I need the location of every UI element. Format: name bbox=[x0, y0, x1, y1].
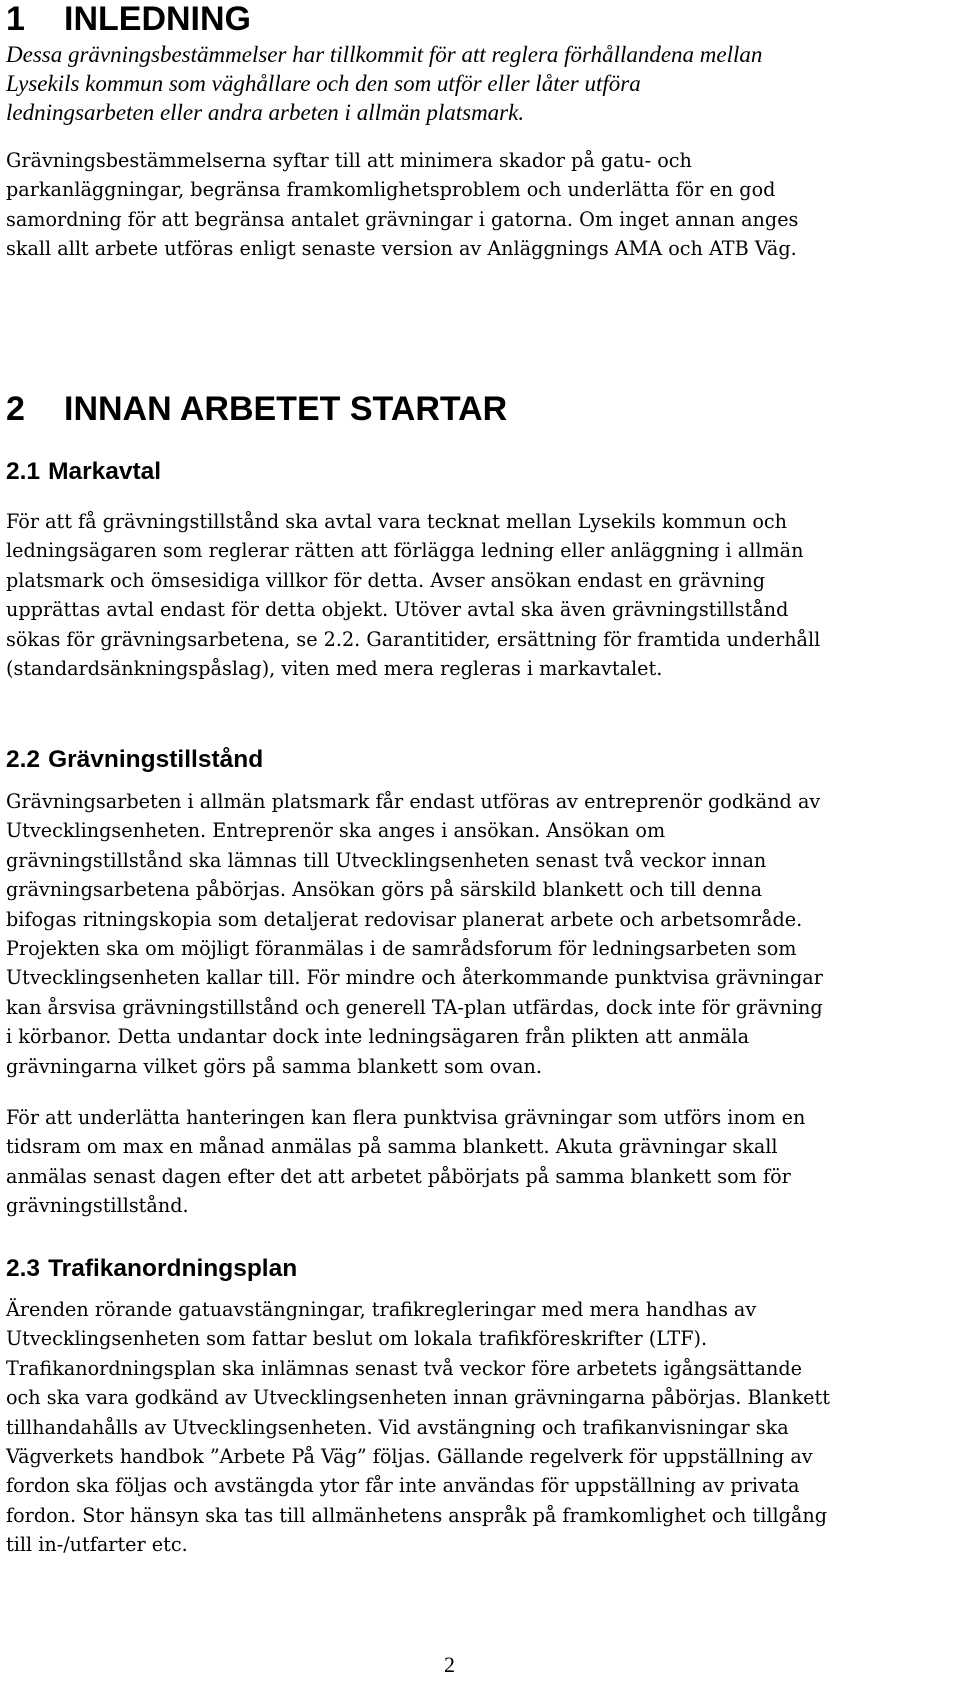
section-2-1-paragraph bbox=[6, 507, 958, 683]
section-2-3-paragraph bbox=[6, 1295, 958, 1560]
text-line: Trafikanordningsplan ska inlämnas senast två veckor före arbetets igångsättande bbox=[6, 1356, 802, 1380]
section-2-2-heading bbox=[6, 745, 263, 775]
text-line: samordning för att begränsa antalet grävningar i gatorna. Om inget annan anges bbox=[6, 207, 799, 231]
section-1-paragraph bbox=[6, 146, 958, 264]
section-2-2-number: 2.2 bbox=[6, 746, 41, 773]
section-2-2-paragraph-1 bbox=[6, 787, 958, 1081]
text-line: (standardsänkningspåslag), viten med mera regleras i markavtalet. bbox=[6, 657, 663, 681]
text-line: grävningarna vilket görs på samma blankett som ovan. bbox=[6, 1054, 542, 1078]
text-line: sökas för grävningsarbetena, se 2.2. Garantitider, ersättning för framtida underhåll bbox=[6, 627, 821, 651]
section-2-2-title: Grävningstillstånd bbox=[48, 746, 264, 773]
text-line: tidsram om max en månad anmälas på samma blankett. Akuta grävningar skall bbox=[6, 1135, 778, 1159]
text-line: till in-/utfarter etc. bbox=[6, 1533, 188, 1557]
text-line: grävningstillstånd ska lämnas till Utvecklingsenheten senast två veckor innan bbox=[6, 848, 767, 872]
text-line: ledningsarbeten eller andra arbeten i allmän platsmark. bbox=[6, 100, 525, 125]
text-line: fordon. Stor hänsyn ska tas till allmänhetens anspråk på framkomlighet och tillgång bbox=[6, 1503, 827, 1527]
text-line: Projekten ska om möjligt föranmälas i de samrådsforum för ledningsarbeten som bbox=[6, 937, 797, 961]
text-line: Utvecklingsenheten. Entreprenör ska anges i ansökan. Ansökan om bbox=[6, 819, 666, 843]
section-1-title: INLEDNING bbox=[64, 0, 251, 38]
section-2-2-paragraph-2 bbox=[6, 1103, 958, 1221]
text-line: anmälas senast dagen efter det att arbetet påbörjats på samma blankett som för bbox=[6, 1164, 791, 1188]
text-line: parkanläggningar, begränsa framkomlighetsproblem och underlätta för en god bbox=[6, 178, 776, 202]
text-line: Dessa grävningsbestämmelser har tillkommit för att reglera förhållandena mellan bbox=[6, 42, 763, 67]
text-line: i körbanor. Detta undantar dock inte ledningsägaren från plikten att anmäla bbox=[6, 1025, 750, 1049]
text-line: tillhandahålls av Utvecklingsenheten. Vid avstängning och trafikanvisningar ska bbox=[6, 1415, 789, 1439]
section-1-heading bbox=[6, 0, 251, 38]
text-line: grävningsarbetena påbörjas. Ansökan görs på särskild blankett och till denna bbox=[6, 878, 763, 902]
text-line: platsmark och ömsesidiga villkor för detta. Avser ansökan endast en grävning bbox=[6, 568, 766, 592]
section-2-1-number: 2.1 bbox=[6, 458, 41, 485]
section-1-intro bbox=[6, 40, 958, 127]
section-1-number: 1 bbox=[6, 0, 25, 38]
section-2-title: INNAN ARBETET STARTAR bbox=[64, 390, 508, 428]
section-2-3-title: Trafikanordningsplan bbox=[48, 1255, 298, 1282]
text-line: Lysekils kommun som väghållare och den som utför eller låter utföra bbox=[6, 71, 641, 96]
text-line: Ärenden rörande gatuavstängningar, trafikregleringar med mera handhas av bbox=[6, 1298, 757, 1321]
section-2-3-heading bbox=[6, 1254, 297, 1284]
text-line: fordon ska följas och avstängda ytor får inte användas för uppställning av privata bbox=[6, 1474, 800, 1498]
text-line: skall allt arbete utföras enligt senaste version av Anläggnings AMA och ATB Väg. bbox=[6, 237, 797, 261]
text-line: För att underlätta hanteringen kan flera punktvisa grävningar som utförs inom en bbox=[6, 1106, 806, 1129]
text-line: Utvecklingsenheten kallar till. För mindre och återkommande punktvisa grävningar bbox=[6, 966, 823, 990]
text-line: kan årsvisa grävningstillstånd och generell TA-plan utfärdas, dock inte för grävning bbox=[6, 995, 823, 1019]
text-line: och ska vara godkänd av Utvecklingsenheten innan grävningarna påbörjas. Blankett bbox=[6, 1386, 830, 1410]
text-line: upprättas avtal endast för detta objekt. Utöver avtal ska även grävningstillstånd bbox=[6, 598, 789, 622]
text-line: Utvecklingsenheten som fattar beslut om lokala trafikföreskrifter (LTF). bbox=[6, 1327, 708, 1351]
section-2-heading bbox=[6, 390, 507, 428]
section-2-1-heading bbox=[6, 457, 161, 487]
text-line: grävningstillstånd. bbox=[6, 1194, 189, 1218]
text-line: Grävningsarbeten i allmän platsmark får endast utföras av entreprenör godkänd av bbox=[6, 790, 821, 813]
text-line: Grävningsbestämmelserna syftar till att minimera skador på gatu- och bbox=[6, 149, 692, 172]
text-line: För att få grävningstillstånd ska avtal vara tecknat mellan Lysekils kommun och bbox=[6, 510, 788, 533]
text-line: ledningsägaren som reglerar rätten att förlägga ledning eller anläggning i allmän bbox=[6, 539, 804, 563]
text-line: Vägverkets handbok ”Arbete På Väg” följas. Gällande regelverk för uppställning av bbox=[6, 1445, 813, 1469]
text-line: bifogas ritningskopia som detaljerat redovisar planerat arbete och arbetsområde. bbox=[6, 907, 803, 931]
page-number: 2 bbox=[444, 1652, 455, 1677]
section-2-3-number: 2.3 bbox=[6, 1255, 41, 1282]
section-2-number: 2 bbox=[6, 390, 25, 428]
section-2-1-title: Markavtal bbox=[48, 458, 162, 485]
